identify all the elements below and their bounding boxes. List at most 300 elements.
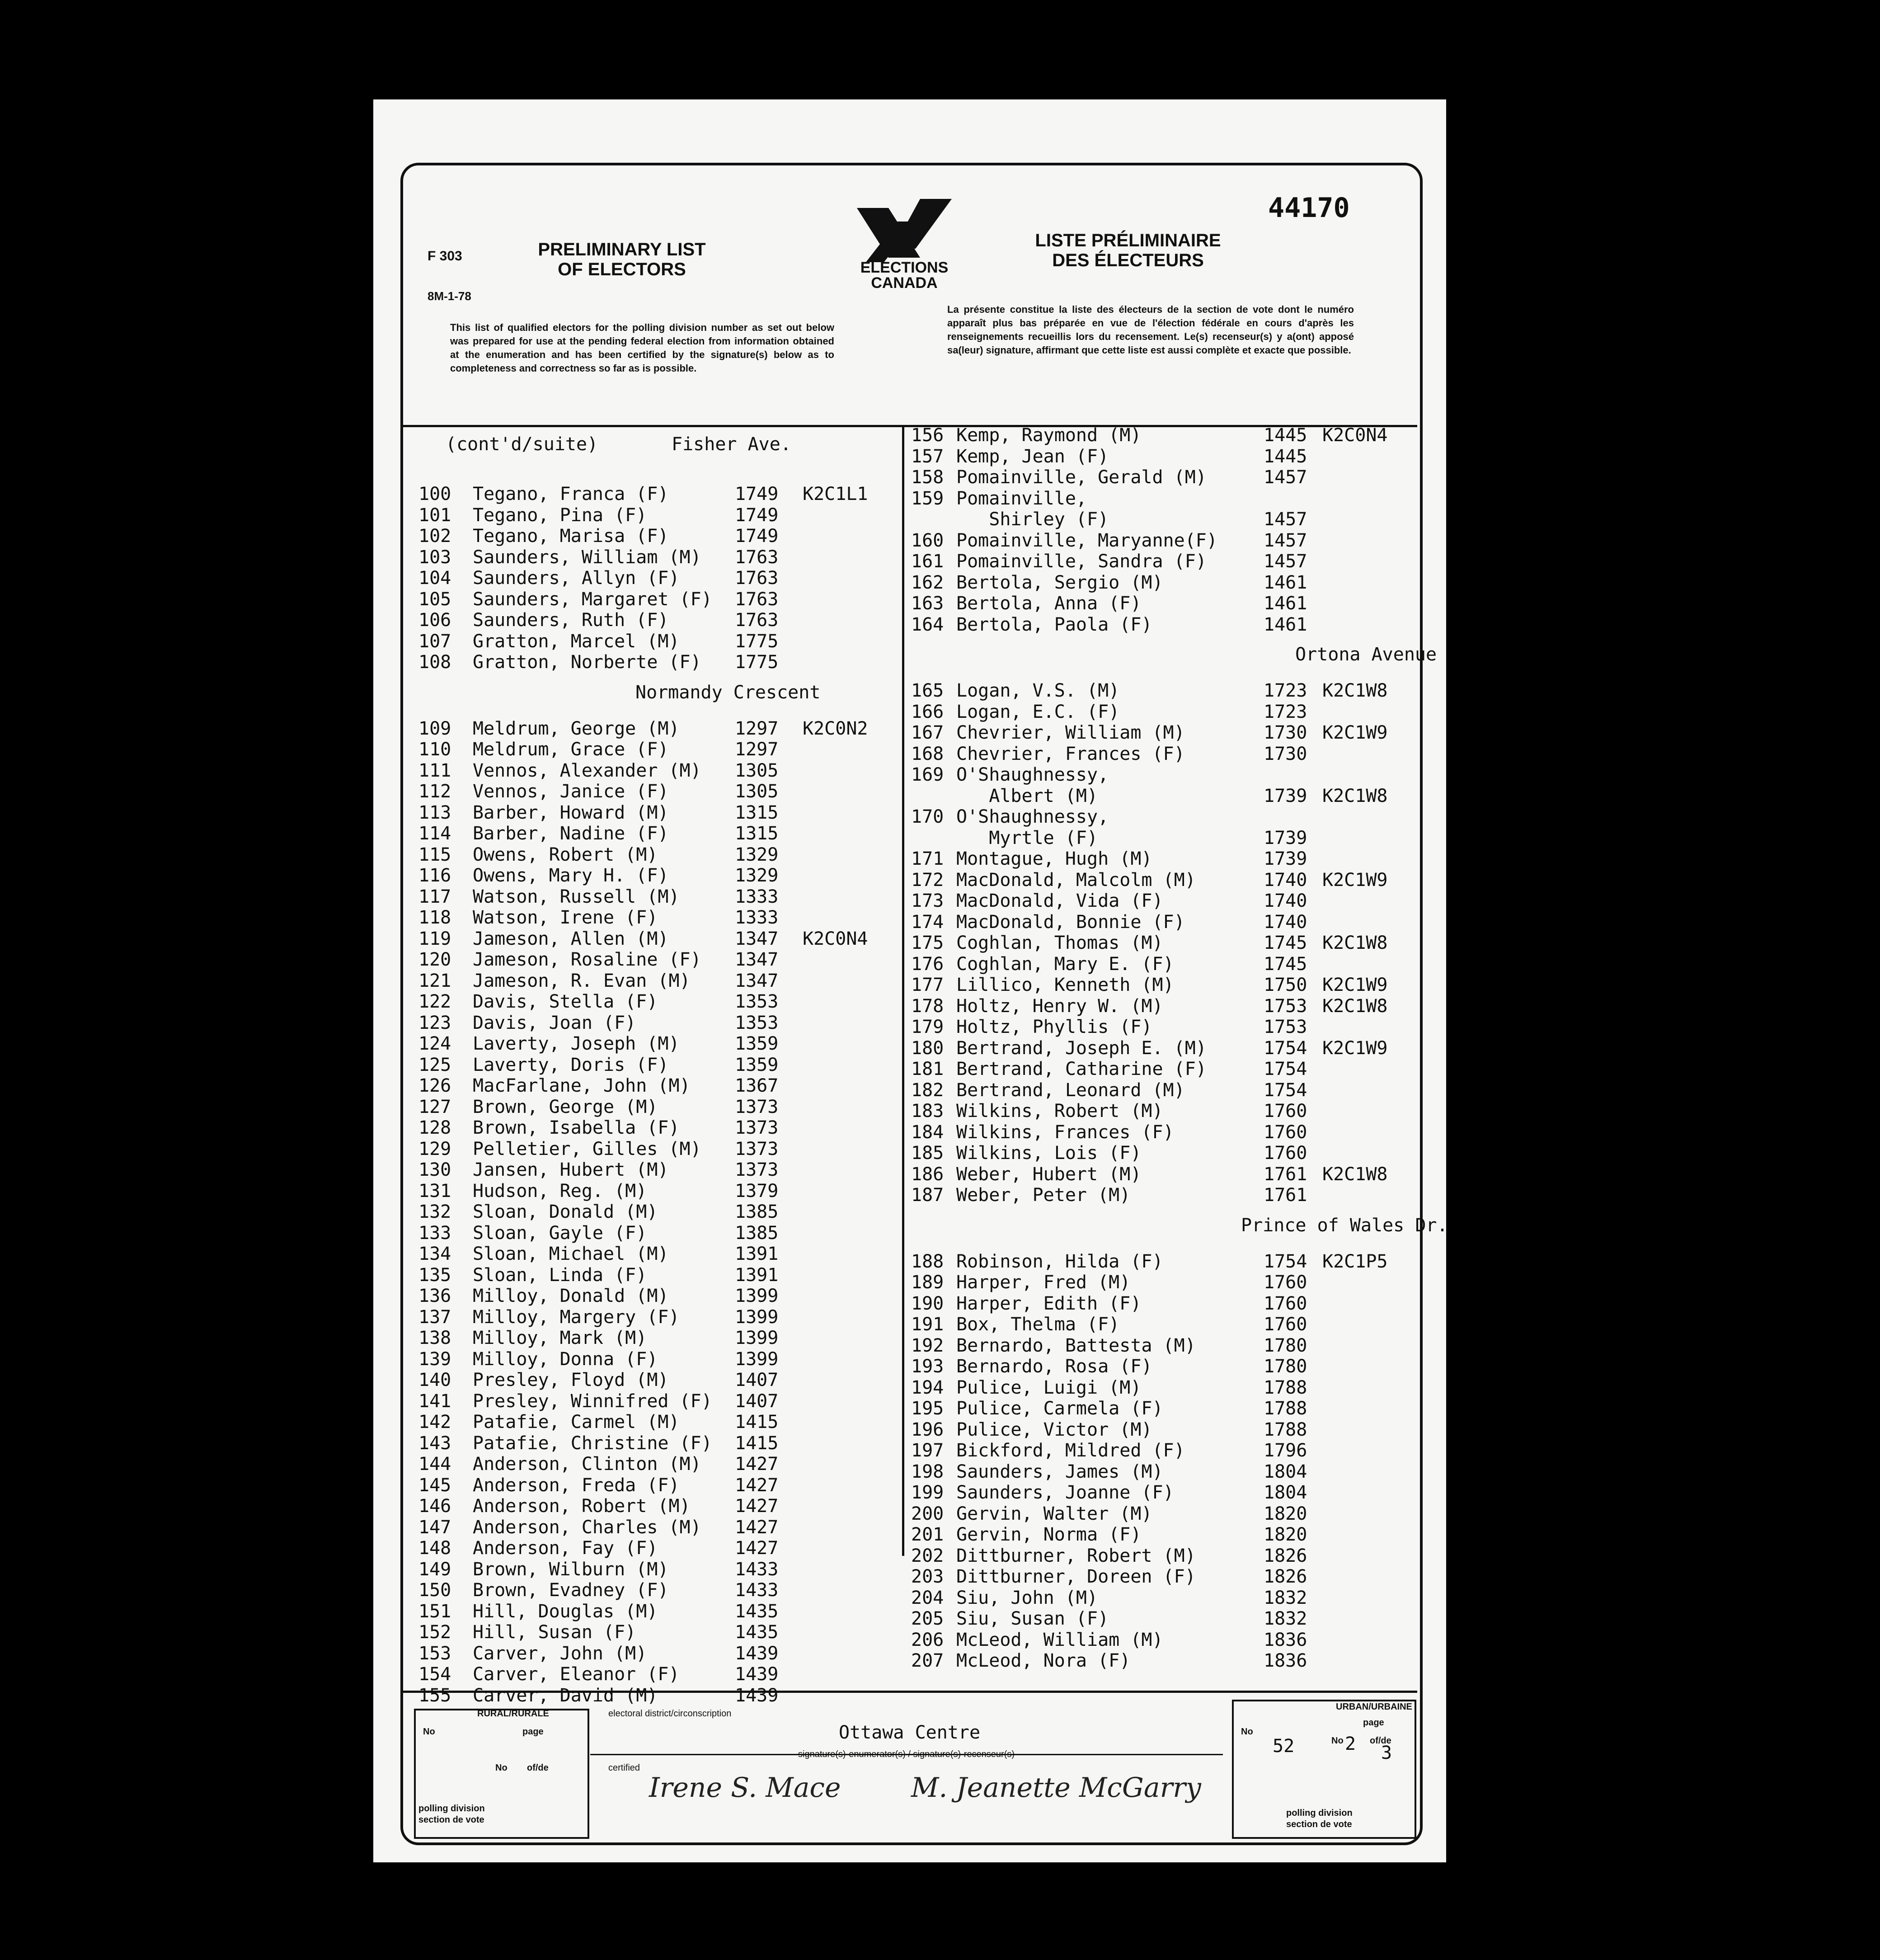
street-number: 1740 [1264, 911, 1307, 933]
elector-number: 148 [418, 1538, 451, 1559]
elector-row [382, 1454, 902, 1475]
elector-row [382, 949, 902, 970]
street-number: 1788 [1264, 1398, 1307, 1419]
elector-row [907, 1356, 1417, 1377]
elector-row [907, 806, 1417, 827]
elector-row [907, 551, 1417, 572]
district-name: Ottawa Centre [839, 1722, 981, 1743]
elector-name: Hill, Susan (F) [473, 1622, 636, 1643]
elector-row [382, 631, 902, 652]
elector-number: 201 [911, 1524, 944, 1545]
elector-name: Meldrum, George (M) [473, 718, 680, 739]
elector-number: 184 [911, 1121, 944, 1143]
elector-number: 138 [418, 1328, 451, 1348]
elector-name: Milloy, Donald (M) [473, 1286, 669, 1306]
elector-number: 203 [911, 1566, 944, 1587]
street-number: 1439 [735, 1643, 779, 1664]
elector-row [907, 425, 1417, 446]
elector-name: MacFarlane, John (M) [473, 1075, 691, 1096]
elector-name: Bertrand, Leonard (M) [956, 1079, 1185, 1101]
street-number: 1832 [1264, 1587, 1307, 1608]
elector-number: 182 [911, 1079, 944, 1101]
elector-name: Harper, Fred (M) [956, 1272, 1131, 1293]
street-number: 1749 [735, 526, 779, 547]
elector-row [907, 1630, 1417, 1650]
elector-row [907, 975, 1417, 995]
elector-number: 109 [418, 718, 451, 739]
street-number: 1740 [1264, 890, 1307, 911]
elector-row [907, 1608, 1417, 1629]
elector-number: 142 [418, 1412, 451, 1432]
elector-number: 129 [418, 1138, 451, 1159]
elector-row [382, 886, 902, 907]
elector-row [907, 1101, 1417, 1121]
elector-name: Albert (M) [956, 785, 1098, 806]
elector-row [382, 718, 902, 739]
elector-row [382, 802, 902, 823]
elector-row [907, 1017, 1417, 1037]
street-number: 1407 [735, 1370, 779, 1390]
elector-name: Carver, David (M) [473, 1685, 658, 1706]
street-number: 1760 [1264, 1293, 1307, 1314]
elector-row [382, 547, 902, 568]
elector-number: 123 [418, 1012, 451, 1033]
elector-row [382, 1538, 902, 1559]
elector-row [382, 781, 902, 802]
elector-number: 147 [418, 1517, 451, 1538]
street-number: 1826 [1264, 1566, 1307, 1587]
elector-name: Wilkins, Lois (F) [956, 1143, 1142, 1164]
postal-code: K2C1W9 [1322, 722, 1388, 743]
street-number: 1315 [735, 823, 779, 844]
elector-row [907, 1545, 1417, 1566]
street-number: 1333 [735, 907, 779, 928]
elector-name: Harper, Edith (F) [956, 1293, 1142, 1314]
elector-name: Bertola, Paola (F) [956, 614, 1152, 635]
street-number: 1788 [1264, 1377, 1307, 1398]
elector-name: Gratton, Norberte (F) [473, 652, 701, 673]
elector-name: Tegano, Pina (F) [473, 504, 647, 526]
street-number: 1385 [735, 1201, 779, 1222]
elector-name: Pulice, Luigi (M) [956, 1377, 1142, 1398]
elector-number: 137 [418, 1306, 451, 1328]
elector-name: Saunders, William (M) [473, 547, 701, 568]
elector-number: 108 [418, 652, 451, 673]
elector-number: 106 [418, 610, 451, 631]
elector-number: 152 [418, 1622, 451, 1643]
elector-name: Hill, Douglas (M) [473, 1601, 658, 1622]
elector-number: 207 [911, 1650, 944, 1671]
elector-number: 102 [418, 526, 451, 547]
elector-number: 194 [911, 1377, 944, 1398]
elector-number: 139 [418, 1348, 451, 1370]
elector-name: Siu, John (M) [956, 1587, 1098, 1608]
street-heading: Ortona Avenue [1295, 644, 1437, 665]
elector-row [382, 928, 902, 949]
elector-number: 169 [911, 764, 944, 785]
street-number: 1399 [735, 1306, 779, 1328]
elector-name: Lillico, Kenneth (M) [956, 975, 1174, 995]
elector-row [382, 1496, 902, 1517]
elector-name: MacDonald, Malcolm (M) [956, 869, 1196, 890]
elector-row [382, 1139, 902, 1159]
elector-name: Weber, Hubert (M) [956, 1164, 1142, 1185]
elector-row [382, 1685, 902, 1706]
elector-name: O'Shaughnessy, [956, 806, 1109, 827]
elector-row [907, 1293, 1417, 1314]
elector-row [907, 1038, 1417, 1059]
elector-row [382, 1159, 902, 1180]
elector-name: Anderson, Freda (F) [473, 1475, 680, 1496]
elector-name: MacDonald, Bonnie (F) [956, 911, 1185, 933]
title-en: PRELIMINARY LIST OF ELECTORS [538, 240, 706, 279]
elector-name: Anderson, Charles (M) [473, 1517, 701, 1538]
elector-name: Pomainville, Gerald (M) [956, 467, 1207, 488]
elector-number: 101 [418, 504, 451, 526]
urban-label: URBAN/URBAINE [1336, 1702, 1412, 1712]
elector-row [907, 744, 1417, 764]
elector-row [907, 1588, 1417, 1608]
elector-name: Anderson, Fay (F) [473, 1538, 658, 1559]
elector-name: Pelletier, Gilles (M) [473, 1138, 701, 1159]
elector-name: Patafie, Carmel (M) [473, 1412, 680, 1432]
elector-row [382, 1097, 902, 1117]
elector-name: Brown, Evadney (F) [473, 1580, 669, 1601]
elector-name: Logan, E.C. (F) [956, 701, 1120, 722]
street-number: 1754 [1264, 1037, 1307, 1059]
elector-row [382, 1664, 902, 1685]
street-number: 1379 [735, 1180, 779, 1201]
elector-number: 186 [911, 1164, 944, 1185]
street-number: 1723 [1264, 680, 1307, 701]
elector-row [382, 1601, 902, 1622]
elector-number: 140 [418, 1370, 451, 1390]
district-label: electoral district/circonscription [608, 1709, 732, 1719]
elector-name: Davis, Joan (F) [473, 1012, 636, 1033]
elector-name: Patafie, Christine (F) [473, 1432, 712, 1454]
elector-name: Siu, Susan (F) [956, 1608, 1109, 1629]
street-number: 1373 [735, 1138, 779, 1159]
elector-row [907, 1377, 1417, 1398]
elector-row [382, 1075, 902, 1096]
right-column [907, 99, 1448, 1691]
elector-name: Milloy, Mark (M) [473, 1328, 647, 1348]
elector-number: 172 [911, 869, 944, 890]
elector-row [907, 614, 1417, 635]
street-number: 1427 [735, 1454, 779, 1475]
elector-name: Coghlan, Thomas (M) [956, 933, 1163, 953]
elector-number: 175 [911, 933, 944, 953]
elector-row [382, 1433, 902, 1454]
elector-number: 185 [911, 1143, 944, 1164]
street-number: 1760 [1264, 1101, 1307, 1121]
elector-number: 154 [418, 1664, 451, 1685]
elector-row [907, 1164, 1417, 1185]
elector-row [382, 1117, 902, 1138]
street-number: 1836 [1264, 1629, 1307, 1650]
elector-name: Jameson, R. Evan (M) [473, 970, 691, 991]
street-number: 1749 [735, 484, 779, 504]
elector-row [907, 467, 1417, 488]
elector-row [907, 572, 1417, 593]
elector-row [382, 844, 902, 865]
elector-number: 120 [418, 949, 451, 970]
elector-number: 189 [911, 1272, 944, 1293]
elector-row [907, 1461, 1417, 1482]
left-column [382, 99, 902, 1706]
urban-polling-label-en: polling division [1286, 1808, 1353, 1818]
elector-number: 191 [911, 1314, 944, 1335]
elector-number: 193 [911, 1356, 944, 1377]
street-number: 1373 [735, 1096, 779, 1117]
elector-row [382, 484, 902, 504]
intro-text-en: This list of qualified electors for the polling division number as set out below was prepared for use at the pending federal election from information obtained at the enumeration and has been certified by the signature(s) below as to completeness and correctness so far as is possible. [450, 322, 834, 374]
street-number: 1788 [1264, 1419, 1307, 1440]
elector-number: 149 [418, 1559, 451, 1580]
postal-code: K2C1W9 [1322, 869, 1388, 890]
elector-name: Anderson, Clinton (M) [473, 1454, 701, 1475]
elector-name: Gervin, Walter (M) [956, 1503, 1152, 1524]
elector-number: 165 [911, 680, 944, 701]
street-number: 1391 [735, 1244, 779, 1264]
elector-row [382, 1412, 902, 1432]
elector-row [382, 1244, 902, 1264]
elector-number: 176 [911, 953, 944, 975]
elector-row [907, 1080, 1417, 1101]
elector-number: 119 [418, 928, 451, 949]
street-number: 1445 [1264, 425, 1307, 446]
elector-name: Wilkins, Frances (F) [956, 1121, 1174, 1143]
street-number: 1353 [735, 1012, 779, 1033]
elector-row [382, 1643, 902, 1664]
street-number: 1359 [735, 1054, 779, 1075]
elector-name: Jameson, Rosaline (F) [473, 949, 701, 970]
elector-number: 158 [911, 467, 944, 488]
elector-name: Saunders, Ruth (F) [473, 610, 669, 631]
elector-name: Sloan, Donald (M) [473, 1201, 658, 1222]
street-number: 1730 [1264, 722, 1307, 743]
elector-number: 141 [418, 1390, 451, 1412]
elector-row [382, 1013, 902, 1033]
elector-row [382, 505, 902, 526]
elector-row [907, 1419, 1417, 1440]
elector-number: 155 [418, 1685, 451, 1706]
elector-row [907, 870, 1417, 890]
elector-row [382, 1349, 902, 1370]
elector-name: Kemp, Raymond (M) [956, 425, 1142, 446]
elector-name: Laverty, Joseph (M) [473, 1033, 680, 1054]
elector-row [382, 1223, 902, 1244]
elector-name: Coghlan, Mary E. (F) [956, 953, 1174, 975]
street-number: 1761 [1264, 1164, 1307, 1185]
elector-name: Dittburner, Robert (M) [956, 1545, 1196, 1566]
elector-number: 113 [418, 802, 451, 823]
street-number: 1333 [735, 886, 779, 907]
street-number: 1780 [1264, 1356, 1307, 1377]
elector-name: Myrtle (F) [956, 827, 1098, 848]
page-number: 2 [1345, 1734, 1356, 1754]
street-number: 1739 [1264, 848, 1307, 869]
elector-row [382, 1181, 902, 1201]
rural-page-label: page [522, 1727, 544, 1737]
elector-number: 187 [911, 1185, 944, 1206]
elector-row [382, 1622, 902, 1643]
form-number: F 303 [428, 249, 462, 264]
elector-number: 133 [418, 1222, 451, 1244]
elector-row [382, 1370, 902, 1390]
elector-name: Carver, Eleanor (F) [473, 1664, 680, 1685]
elector-number: 160 [911, 530, 944, 551]
urban-no-label-2: No [1331, 1736, 1344, 1746]
elector-number: 205 [911, 1608, 944, 1629]
rural-polling-label-en: polling division [418, 1804, 485, 1814]
elector-name: Box, Thelma (F) [956, 1314, 1120, 1335]
elector-row [382, 568, 902, 589]
elector-number: 143 [418, 1432, 451, 1454]
elector-number: 150 [418, 1580, 451, 1601]
elector-number: 126 [418, 1075, 451, 1096]
street-number: 1435 [735, 1601, 779, 1622]
street-number: 1367 [735, 1075, 779, 1096]
street-number: 1723 [1264, 701, 1307, 722]
elector-row [907, 912, 1417, 933]
elector-row [907, 786, 1417, 806]
street-number: 1427 [735, 1475, 779, 1496]
elector-name: Watson, Irene (F) [473, 907, 658, 928]
elector-number: 206 [911, 1629, 944, 1650]
elector-number: 198 [911, 1461, 944, 1482]
street-number: 1305 [735, 760, 779, 781]
elector-number: 100 [418, 484, 451, 504]
elector-name: Milloy, Donna (F) [473, 1348, 658, 1370]
elector-row [907, 1566, 1417, 1587]
elector-name: Brown, George (M) [473, 1096, 658, 1117]
elector-name: Vennos, Janice (F) [473, 781, 669, 802]
street-number: 1761 [1264, 1185, 1307, 1206]
elector-number: 195 [911, 1398, 944, 1419]
street-number: 1754 [1264, 1251, 1307, 1272]
elector-row [907, 1503, 1417, 1524]
elector-name: Pomainville, [956, 488, 1087, 509]
elector-row [907, 1122, 1417, 1143]
street-number: 1754 [1264, 1079, 1307, 1101]
street-number: 1305 [735, 781, 779, 802]
elector-name: Sloan, Linda (F) [473, 1264, 647, 1286]
signature-label: signature(s)-enumerator(s) / signature(s)-recenseur(s) [798, 1749, 1015, 1759]
street-number: 1445 [1264, 446, 1307, 467]
postal-code: K2C0N4 [803, 928, 868, 949]
street-number: 1427 [735, 1517, 779, 1538]
elector-name: MacDonald, Vida (F) [956, 890, 1163, 911]
elector-number: 130 [418, 1159, 451, 1180]
elector-name: Holtz, Henry W. (M) [956, 995, 1163, 1017]
elector-row [907, 890, 1417, 911]
elector-number: 168 [911, 743, 944, 764]
postal-code: K2C1W8 [1322, 1164, 1388, 1185]
urban-page-label: page [1363, 1718, 1384, 1728]
elector-number: 167 [911, 722, 944, 743]
street-number: 1427 [735, 1538, 779, 1559]
elector-name: Meldrum, Grace (F) [473, 739, 669, 760]
elector-name: McLeod, William (M) [956, 1629, 1163, 1650]
street-number: 1739 [1264, 827, 1307, 848]
street-number: 1297 [735, 739, 779, 760]
elector-number: 144 [418, 1454, 451, 1475]
street-number: 1457 [1264, 551, 1307, 572]
elector-name: Milloy, Margery (F) [473, 1306, 680, 1328]
elector-number: 171 [911, 848, 944, 869]
elector-number: 190 [911, 1293, 944, 1314]
elector-row [907, 680, 1417, 701]
elector-row [907, 530, 1417, 551]
street-number: 1740 [1264, 869, 1307, 890]
elector-name: Jansen, Hubert (M) [473, 1159, 669, 1180]
postal-code: K2C1W8 [1322, 995, 1388, 1017]
elector-number: 118 [418, 907, 451, 928]
street-number: 1347 [735, 970, 779, 991]
elector-row [907, 954, 1417, 975]
elector-row [382, 1580, 902, 1601]
elector-number: 146 [418, 1496, 451, 1517]
signature-1: Irene S. Mace [649, 1772, 841, 1804]
title-fr: LISTE PRÉLIMINAIRE DES ÉLECTEURS [1035, 231, 1221, 270]
elector-row [907, 1482, 1417, 1503]
street-number: 1750 [1264, 975, 1307, 995]
elector-row [382, 1391, 902, 1412]
street-number: 1832 [1264, 1608, 1307, 1629]
elector-row [907, 1398, 1417, 1419]
elector-number: 136 [418, 1286, 451, 1306]
street-number: 1749 [735, 504, 779, 526]
elector-name: Kemp, Jean (F) [956, 446, 1109, 467]
street-number: 1804 [1264, 1461, 1307, 1482]
elector-name: Laverty, Doris (F) [473, 1054, 669, 1075]
elector-name: Jameson, Allen (M) [473, 928, 669, 949]
column-divider [902, 426, 904, 1556]
continued-heading: (cont'd/suite) [446, 434, 598, 455]
elector-number: 104 [418, 568, 451, 589]
elector-name: Owens, Robert (M) [473, 844, 658, 865]
urban-no-label: No [1241, 1727, 1253, 1737]
street-number: 1775 [735, 652, 779, 673]
elector-row [907, 488, 1417, 509]
form-sheet [373, 99, 1446, 1862]
street-number: 1763 [735, 547, 779, 568]
street-number: 1836 [1264, 1650, 1307, 1671]
street-number: 1407 [735, 1390, 779, 1412]
elector-name: Pulice, Carmela (F) [956, 1398, 1163, 1419]
elector-number: 151 [418, 1601, 451, 1622]
elector-row [382, 1328, 902, 1348]
elector-name: Brown, Wilburn (M) [473, 1559, 669, 1580]
rural-no-label-2: No [495, 1763, 508, 1773]
rural-no-label: No [423, 1727, 435, 1737]
street-number: 1796 [1264, 1440, 1307, 1461]
elector-row [907, 933, 1417, 953]
street-number: 1754 [1264, 1059, 1307, 1079]
elector-row [382, 865, 902, 886]
postal-code: K2C0N4 [1322, 425, 1388, 446]
elector-name: Saunders, James (M) [956, 1461, 1163, 1482]
elector-name: Montague, Hugh (M) [956, 848, 1152, 869]
street-heading: Fisher Ave. [672, 434, 791, 455]
elector-row [382, 1286, 902, 1306]
elector-row [382, 1055, 902, 1075]
elector-row [907, 722, 1417, 743]
elector-name: Chevrier, Frances (F) [956, 743, 1185, 764]
rural-label: RURAL/RURALE [477, 1709, 549, 1719]
elector-name: Pomainville, Sandra (F) [956, 551, 1207, 572]
